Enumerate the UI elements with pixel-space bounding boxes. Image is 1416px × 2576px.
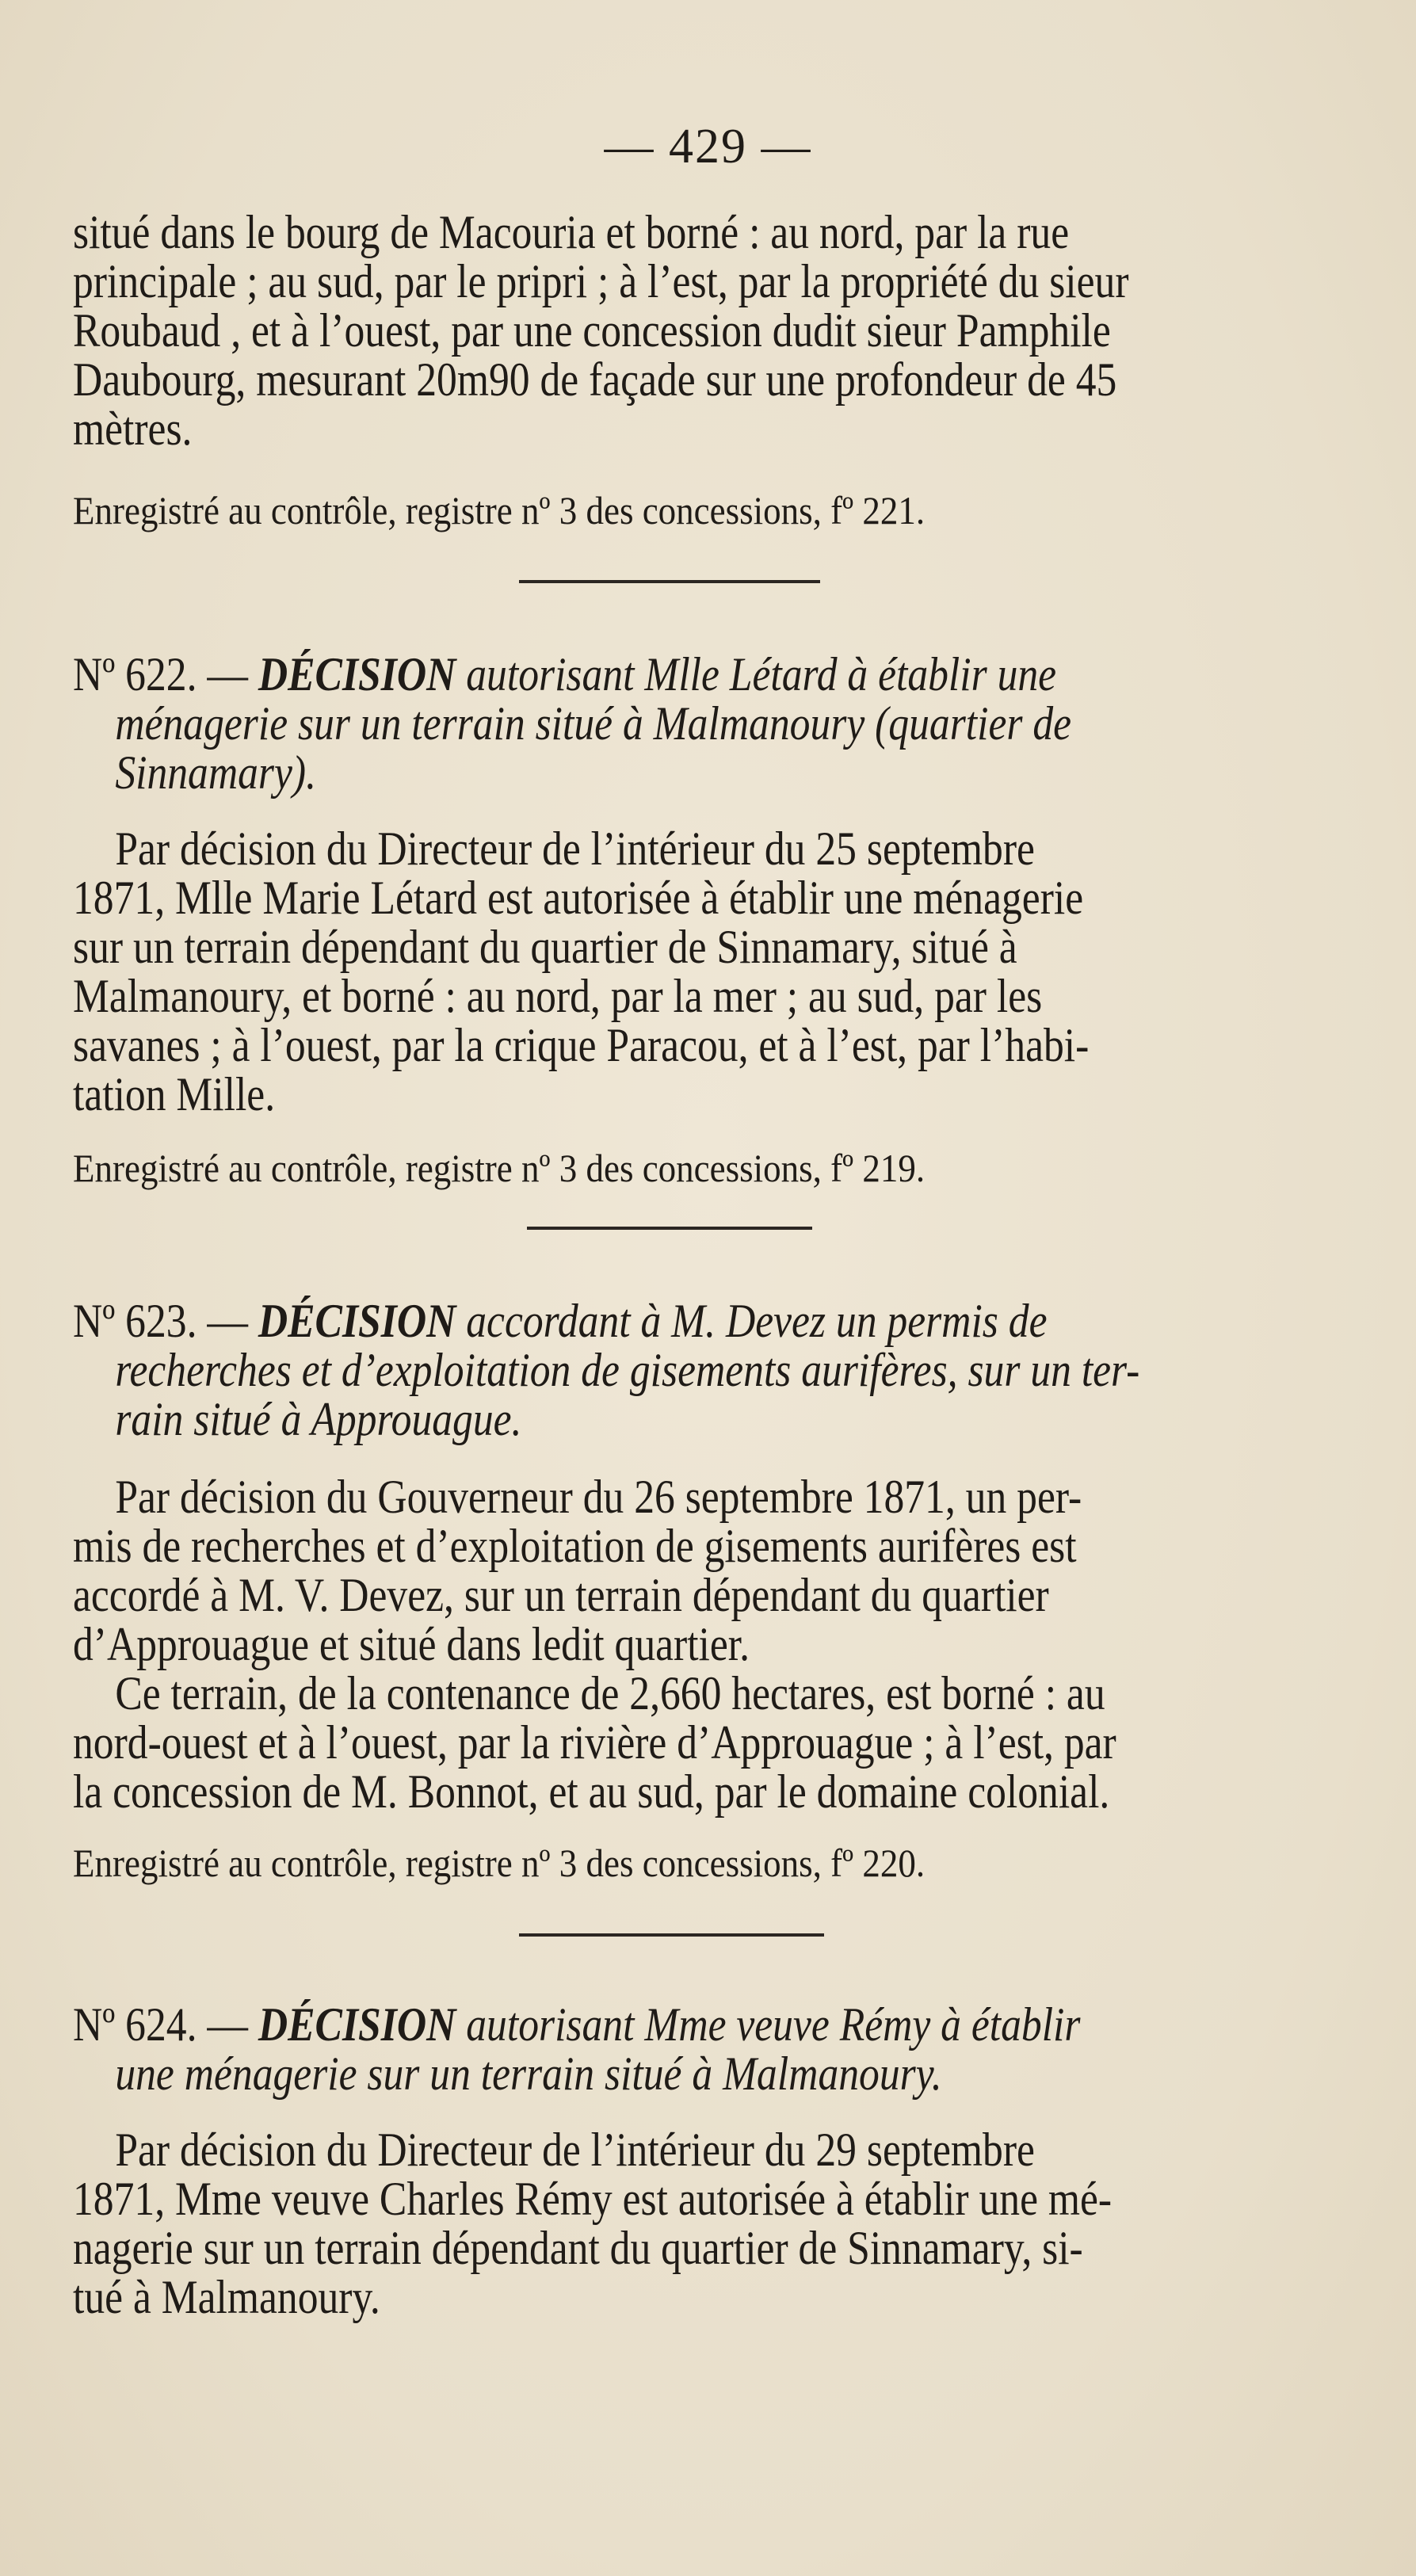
text-line: Par décision du Directeur de l’intérieur du 29 septembre xyxy=(115,2124,1035,2176)
section-divider xyxy=(519,1933,824,1937)
text-line: nord-ouest et à l’ouest, par la rivière d’Approuague ; à l’est, par xyxy=(73,1716,1116,1769)
text-line: tation Mille. xyxy=(73,1068,276,1120)
entry-number: Nº 624. — xyxy=(73,1998,248,2051)
section-divider xyxy=(519,580,820,583)
entry-title: DÉCISION xyxy=(258,1295,456,1347)
text-line: mètres. xyxy=(73,403,193,455)
entry-heading xyxy=(73,650,1190,797)
entry-body xyxy=(73,2125,1163,2322)
text-line: tué à Malmanoury. xyxy=(73,2271,380,2323)
entry-body xyxy=(73,1472,1163,1816)
text-line: accordé à M. V. Devez, sur un terrain dépendant du quartier xyxy=(73,1569,1049,1621)
text-line: sur un terrain dépendant du quartier de Sinnamary, situé à xyxy=(73,921,1017,973)
registration-note: Enregistré au contrôle, registre nº 3 des concessions, fº 221. xyxy=(73,488,926,532)
text-line: Malmanoury, et borné : au nord, par la mer ; au sud, par les xyxy=(73,970,1043,1022)
entry-title: DÉCISION xyxy=(258,1998,456,2051)
text-line: la concession de M. Bonnot, et au sud, par le domaine colonial. xyxy=(73,1765,1110,1818)
text-line: mis de recherches et d’exploitation de gisements aurifères est xyxy=(73,1520,1077,1572)
heading-line: rain situé à Approuague. xyxy=(115,1393,522,1445)
entry-number: Nº 622. — xyxy=(73,648,248,700)
entry-heading xyxy=(73,1296,1190,1444)
text-line: Par décision du Directeur de l’intérieur du 25 septembre xyxy=(115,822,1035,875)
heading-line: autorisant Mme veuve Rémy à établir xyxy=(466,1998,1081,2051)
text-line: Ce terrain, de la contenance de 2,660 hectares, est borné : au xyxy=(115,1667,1105,1719)
text-line: 1871, Mme veuve Charles Rémy est autorisée à établir une mé- xyxy=(73,2173,1113,2225)
text-line: Roubaud , et à l’ouest, par une concession dudit sieur Pamphile xyxy=(73,304,1111,357)
text-line: principale ; au sud, par le pripri ; à l’est, par la propriété du sieur xyxy=(73,255,1129,307)
heading-line: une ménagerie sur un terrain situé à Malmanoury. xyxy=(115,2047,942,2100)
entry-number: Nº 623. — xyxy=(73,1295,248,1347)
intro-paragraph xyxy=(73,208,1163,453)
text-line: 1871, Mlle Marie Létard est autorisée à établir une ménagerie xyxy=(73,872,1084,924)
registration-note: Enregistré au contrôle, registre nº 3 des concessions, fº 220. xyxy=(73,1841,926,1885)
text-line: nagerie sur un terrain dépendant du quartier de Sinnamary, si- xyxy=(73,2222,1083,2274)
entry-body xyxy=(73,824,1163,1119)
text-line: Daubourg, mesurant 20m90 de façade sur une profondeur de 45 xyxy=(73,353,1117,406)
registration-note: Enregistré au contrôle, registre nº 3 des concessions, fº 219. xyxy=(73,1146,926,1190)
heading-line: recherches et d’exploitation de gisements aurifères, sur un ter- xyxy=(115,1344,1140,1396)
text-line: Par décision du Gouverneur du 26 septembre 1871, un per- xyxy=(115,1471,1082,1523)
entry-heading xyxy=(73,2000,1190,2098)
page-number: — 429 — xyxy=(604,120,812,174)
entry-title: DÉCISION xyxy=(258,648,456,700)
heading-line: autorisant Mlle Létard à établir une xyxy=(466,648,1057,700)
heading-line: accordant à M. Devez un permis de xyxy=(466,1295,1048,1347)
heading-line: Sinnamary). xyxy=(115,746,316,799)
text-line: d’Approuague et situé dans ledit quartier. xyxy=(73,1618,750,1670)
heading-line: ménagerie sur un terrain situé à Malmanoury (quartier de xyxy=(115,697,1072,750)
text-line: situé dans le bourg de Macouria et borné : au nord, par la rue xyxy=(73,206,1070,258)
section-divider xyxy=(527,1227,812,1230)
text-line: savanes ; à l’ouest, par la crique Paracou, et à l’est, par l’habi- xyxy=(73,1019,1090,1071)
